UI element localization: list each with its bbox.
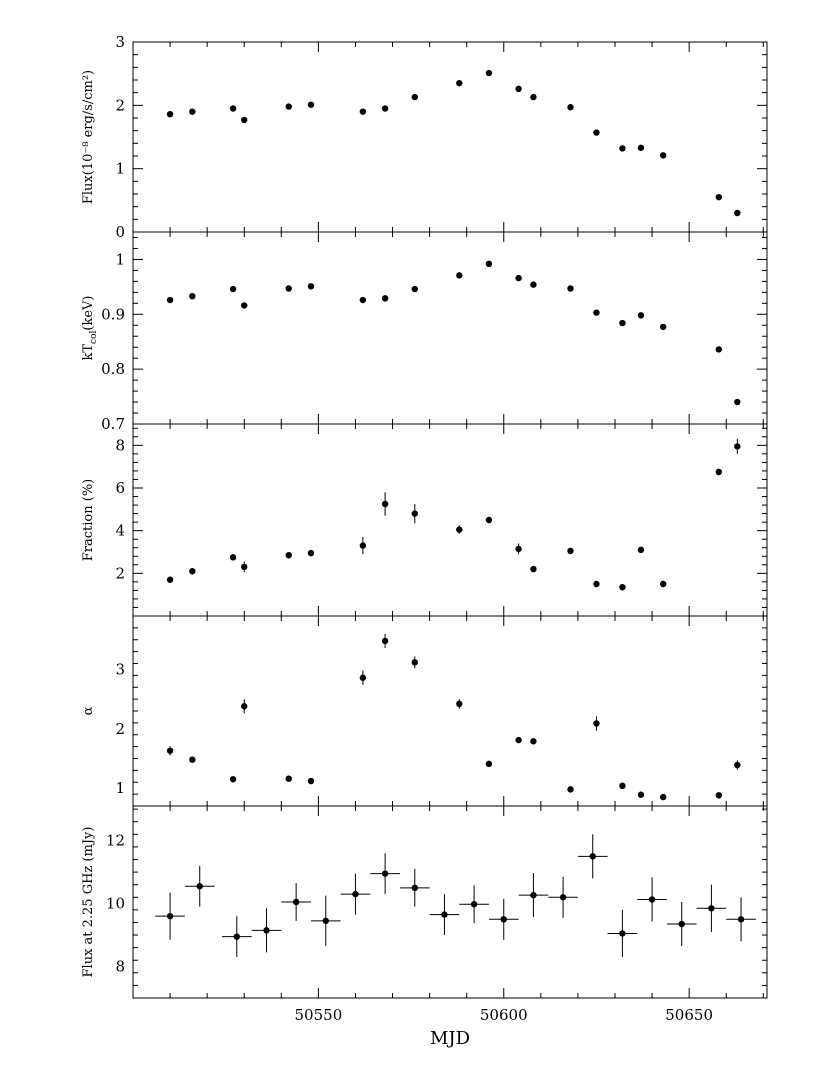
data-point — [412, 94, 418, 100]
data-point — [189, 568, 195, 574]
data-point — [456, 526, 462, 532]
data-point — [619, 783, 625, 789]
alpha-frame — [133, 616, 767, 806]
data-point — [515, 86, 521, 92]
data-point — [263, 927, 269, 933]
data-point — [716, 194, 722, 200]
y-tick-label: 0.8 — [101, 360, 125, 379]
data-point — [197, 883, 203, 889]
data-point — [308, 283, 314, 289]
data-point — [734, 443, 740, 449]
data-point — [734, 210, 740, 216]
data-point — [382, 638, 388, 644]
y-tick-label: 1 — [115, 250, 125, 269]
data-point — [352, 891, 358, 897]
y-tick-label: 1 — [115, 779, 125, 798]
data-point — [412, 510, 418, 516]
temperature-frame — [133, 232, 767, 424]
data-point — [567, 285, 573, 291]
data-point — [638, 547, 644, 553]
data-point — [660, 152, 666, 158]
data-point — [515, 275, 521, 281]
data-point — [412, 659, 418, 665]
data-point — [738, 916, 744, 922]
data-point — [360, 108, 366, 114]
data-point — [234, 933, 240, 939]
data-point — [382, 870, 388, 876]
data-point — [241, 117, 247, 123]
y-tick-label: 3 — [115, 33, 125, 51]
data-point — [230, 554, 236, 560]
data-point — [708, 905, 714, 911]
y-tick-label: 10 — [105, 894, 125, 913]
temperature-panel — [81, 232, 767, 433]
data-point — [382, 295, 388, 301]
data-point — [323, 918, 329, 924]
y-tick-label: 2 — [115, 719, 125, 738]
fraction-y-axis-title: Fraction (%) — [81, 478, 96, 562]
alpha-y-axis-title: α — [81, 706, 96, 716]
x-tick-label: 50600 — [479, 1006, 528, 1024]
data-point — [590, 853, 596, 859]
data-point — [593, 581, 599, 587]
data-point — [660, 324, 666, 330]
y-tick-label: 6 — [115, 479, 125, 497]
data-point — [456, 80, 462, 86]
data-point — [593, 309, 599, 315]
data-point — [486, 761, 492, 767]
data-point — [471, 901, 477, 907]
data-point — [286, 103, 292, 109]
data-point — [560, 894, 566, 900]
data-point — [734, 399, 740, 405]
data-point — [456, 272, 462, 278]
data-point — [593, 720, 599, 726]
data-point — [619, 930, 625, 936]
data-point — [530, 281, 536, 287]
y-tick-label: 3 — [115, 660, 125, 679]
data-point — [382, 501, 388, 507]
data-point — [286, 552, 292, 558]
data-point — [456, 701, 462, 707]
data-point — [638, 792, 644, 798]
data-point — [286, 775, 292, 781]
data-point — [638, 312, 644, 318]
data-point — [241, 302, 247, 308]
y-tick-label: 8 — [115, 957, 125, 976]
data-point — [230, 286, 236, 292]
radio-flux-frame — [133, 806, 767, 998]
x-axis-title: MJD — [429, 1028, 471, 1049]
data-point — [308, 550, 314, 556]
xray-flux-frame — [133, 42, 767, 232]
data-point — [308, 778, 314, 784]
x-tick-label: 50650 — [665, 1006, 713, 1024]
data-point — [441, 911, 447, 917]
data-point — [619, 145, 625, 151]
data-point — [734, 762, 740, 768]
data-point — [716, 469, 722, 475]
y-tick-label: 2 — [115, 96, 125, 115]
data-point — [286, 285, 292, 291]
data-point — [649, 896, 655, 902]
data-point — [412, 885, 418, 891]
data-point — [360, 297, 366, 303]
data-point — [382, 105, 388, 111]
data-point — [619, 320, 625, 326]
y-tick-label: 0.7 — [101, 415, 125, 433]
y-tick-label: 0.9 — [101, 305, 125, 324]
radio-flux-y-axis-title: Flux at 2.25 GHz (mJy) — [81, 826, 96, 978]
data-point — [567, 104, 573, 110]
radio-flux-panel — [81, 806, 767, 1024]
data-point — [515, 737, 521, 743]
y-tick-label: 1 — [115, 159, 125, 178]
data-point — [189, 756, 195, 762]
data-point — [167, 748, 173, 754]
data-point — [486, 70, 492, 76]
data-point — [486, 261, 492, 267]
data-point — [167, 111, 173, 117]
data-point — [530, 566, 536, 572]
data-point — [167, 297, 173, 303]
y-tick-label: 12 — [105, 831, 125, 850]
data-point — [230, 776, 236, 782]
data-point — [515, 546, 521, 552]
xray-flux-y-axis-title: Flux(10⁻⁸ erg/s/cm²) — [81, 69, 96, 205]
data-point — [167, 577, 173, 583]
data-point — [189, 108, 195, 114]
fraction-panel — [81, 424, 767, 616]
data-point — [530, 94, 536, 100]
data-point — [412, 286, 418, 292]
data-point — [241, 564, 247, 570]
y-tick-label: 4 — [115, 521, 125, 540]
temperature-y-axis-title: $kT_{col}(keV)$ — [81, 295, 99, 361]
data-point — [501, 916, 507, 922]
data-point — [679, 921, 685, 927]
data-point — [167, 913, 173, 919]
data-point — [360, 675, 366, 681]
alpha-panel — [81, 616, 767, 806]
data-point — [241, 703, 247, 709]
data-point — [567, 548, 573, 554]
data-point — [486, 517, 492, 523]
x-tick-label: 50550 — [294, 1006, 343, 1024]
xray-flux-panel — [81, 33, 767, 241]
y-tick-label: 2 — [115, 564, 125, 583]
data-point — [293, 899, 299, 905]
data-point — [716, 346, 722, 352]
data-point — [567, 786, 573, 792]
data-point — [660, 794, 666, 800]
data-point — [638, 145, 644, 151]
y-tick-label: 8 — [115, 436, 125, 455]
data-point — [530, 738, 536, 744]
data-point — [230, 105, 236, 111]
fraction-frame — [133, 424, 767, 616]
y-tick-label: 0 — [115, 223, 125, 241]
data-point — [530, 892, 536, 898]
data-point — [619, 584, 625, 590]
data-point — [716, 792, 722, 798]
data-point — [308, 102, 314, 108]
data-point — [189, 293, 195, 299]
data-point — [593, 129, 599, 135]
data-point — [660, 581, 666, 587]
data-point — [360, 542, 366, 548]
